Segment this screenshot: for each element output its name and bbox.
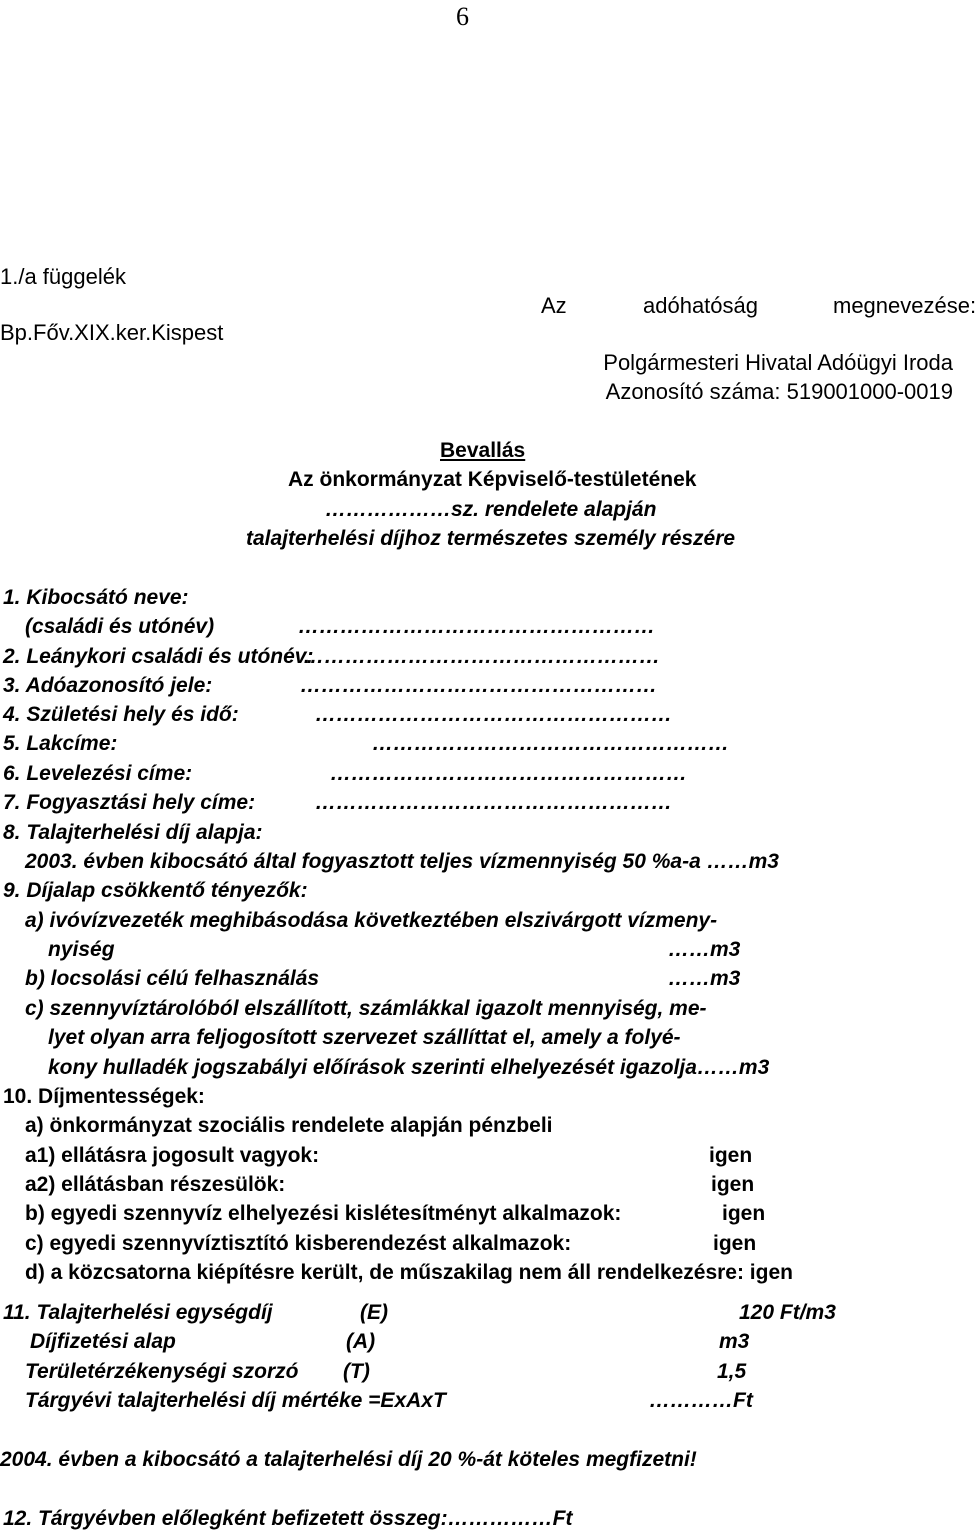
calc-multiplier-value: 1,5 (717, 1360, 747, 1383)
field-1-sublabel: (családi és utónév) (25, 615, 215, 638)
reduction-b-label: b) locsolási célú felhasználás (25, 967, 320, 990)
exemption-b-label: b) egyedi szennyvíz elhelyezési kislétesítményt alkalmazok: (25, 1202, 622, 1225)
field-6-value[interactable]: …………………………………………… (330, 762, 687, 785)
reduction-a-line-2: nyiség (48, 938, 115, 961)
exemptions-title: 10. Díjmentességek: (3, 1085, 205, 1108)
document-title: Bevallás (440, 439, 526, 462)
reduction-c-line-1: c) szennyvíztárolóból elszállított, számlákkal igazolt mennyiség, me- (25, 997, 707, 1020)
heading-line-3: ………………sz. rendelete alapján (325, 498, 657, 521)
page-number: 6 (456, 2, 469, 31)
exemption-a: a) önkormányzat szociális rendelete alapján pénzbeli (25, 1114, 553, 1137)
field-3-value[interactable]: …………………………………………… (300, 674, 657, 697)
exemption-b-value[interactable]: igen (722, 1202, 766, 1225)
calc-fee-value[interactable]: …………Ft (649, 1389, 753, 1412)
authority-label-word-1: Az (541, 293, 567, 318)
reduction-a-value[interactable]: ……m3 (668, 938, 741, 961)
calc-unit-fee-code: (E) (360, 1301, 388, 1324)
advance-payment: 12. Tárgyévben előlegként befizetett összeg:……………Ft (3, 1507, 573, 1530)
calc-unit-fee-value: 120 Ft/m3 (739, 1301, 836, 1324)
field-7-value[interactable]: …………………………………………… (315, 791, 672, 814)
reduction-b-value[interactable]: ……m3 (668, 967, 741, 990)
field-2-label: 2. Leánykori családi és utónév: (3, 645, 314, 668)
field-3-label: 3. Adóazonosító jele: (3, 674, 213, 697)
appendix-label: 1./a függelék (0, 264, 126, 289)
exemption-a2-label: a2) ellátásban részesülök: (25, 1173, 286, 1196)
field-6-label: 6. Levelezési címe: (3, 762, 193, 785)
payment-notice: 2004. évben a kibocsátó a talajterhelési díj 20 %-át köteles megfizetni! (0, 1448, 697, 1471)
calc-multiplier-code: (T) (343, 1360, 370, 1383)
exemption-a1-value[interactable]: igen (709, 1144, 753, 1167)
reduction-c-line-3: kony hulladék jogszabályi előírások szerinti elhelyezését igazolja……m3 (48, 1056, 770, 1079)
field-1-value[interactable]: …………………………………………… (298, 615, 655, 638)
authority-name: Polgármesteri Hivatal Adóügyi Iroda (603, 350, 953, 375)
field-1-label: 1. Kibocsátó neve: (3, 586, 189, 609)
exemption-c-label: c) egyedi szennyvíztisztító kisberendezést alkalmazok: (25, 1232, 572, 1255)
field-2-value[interactable]: …………………………………………… (303, 645, 660, 668)
field-5-label: 5. Lakcíme: (3, 732, 118, 755)
field-4-value[interactable]: …………………………………………… (315, 703, 672, 726)
reduction-a-line-1: a) ivóvízvezeték meghibásodása következtében elszivárgott vízmeny- (25, 909, 718, 932)
calc-unit-fee-label: 11. Talajterhelési egységdíj (3, 1301, 273, 1324)
authority-id: Azonosító száma: 519001000-0019 (605, 379, 953, 404)
field-5-value[interactable]: …………………………………………… (372, 732, 729, 755)
field-8-label: 8. Talajterhelési díj alapja: (3, 821, 263, 844)
reduction-c-line-2: lyet olyan arra feljogosított szervezet szállíttat el, amely a folyé- (48, 1026, 681, 1049)
calc-base-label: Díjfizetési alap (30, 1330, 176, 1353)
calc-base-code: (A) (346, 1330, 376, 1353)
calc-multiplier-label: Területérzékenységi szorzó (25, 1360, 299, 1383)
exemption-d: d) a közcsatorna kiépítésre került, de műszakilag nem áll rendelkezésre: igen (25, 1261, 793, 1284)
exemption-c-value[interactable]: igen (713, 1232, 757, 1255)
authority-label-word-3: megnevezése: (833, 293, 976, 318)
field-8-detail: 2003. évben kibocsátó által fogyasztott teljes vízmennyiség 50 %a-a ……m3 (25, 850, 779, 873)
exemption-a1-label: a1) ellátásra jogosult vagyok: (25, 1144, 320, 1167)
field-7-label: 7. Fogyasztási hely címe: (3, 791, 256, 814)
calc-fee-label: Tárgyévi talajterhelési díj mértéke =ExAxT (25, 1389, 446, 1412)
calc-base-value[interactable]: m3 (719, 1330, 750, 1353)
reductions-title: 9. Díjalap csökkentő tényezők: (3, 879, 308, 902)
field-4-label: 4. Születési hely és idő: (3, 703, 239, 726)
exemption-a2-value[interactable]: igen (711, 1173, 755, 1196)
municipality-name: Bp.Főv.XIX.ker.Kispest (0, 320, 224, 345)
heading-line-4: talajterhelési díjhoz természetes személy részére (246, 527, 736, 550)
authority-label-word-2: adóhatóság (643, 293, 758, 318)
heading-line-2: Az önkormányzat Képviselő-testületének (288, 468, 697, 491)
